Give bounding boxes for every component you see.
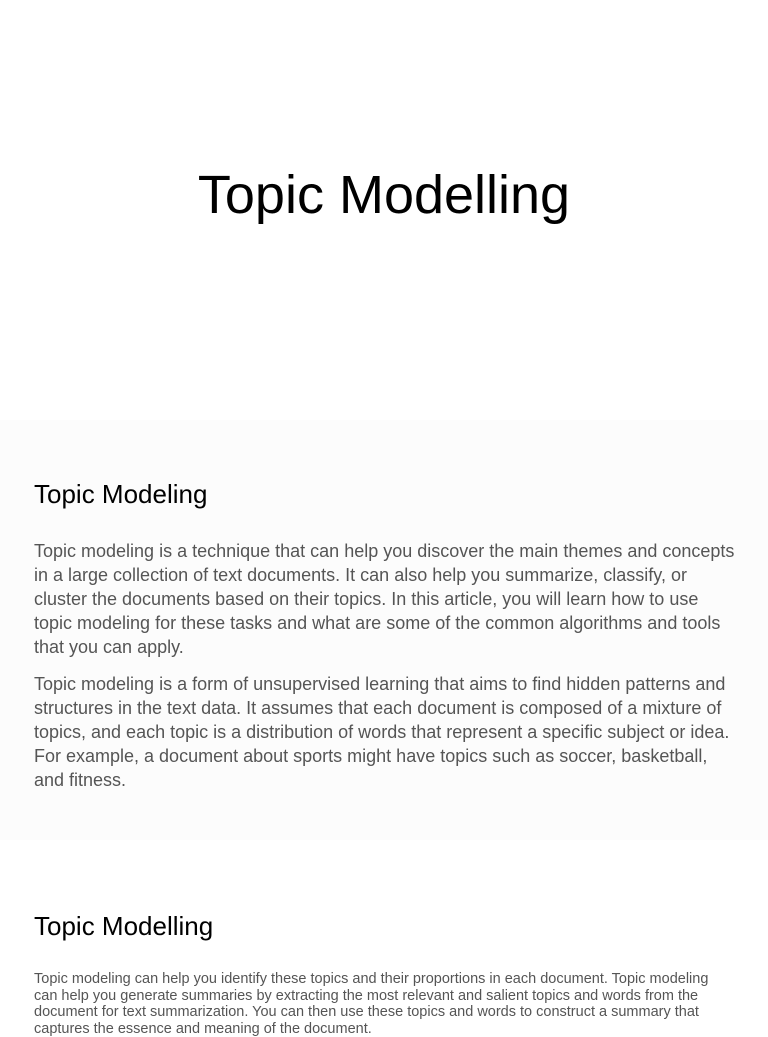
body-paragraph: Topic modeling is a form of unsupervised learning that aims to find hidden patterns and structures in the text data. It assumes that each document is composed of a mixture of topics, and each topic is a distribution of words that represent a specific subject or idea. For example, a document about sports might have topics such as soccer, basketball, and fitness. (34, 674, 730, 790)
slide-title: Topic Modelling (197, 165, 571, 225)
slide-heading: Topic Modeling (34, 479, 208, 509)
title-slide (0, 0, 768, 420)
content-slide-topic-modeling (0, 420, 768, 840)
body-paragraph: Topic modeling can help you identify these topics and their proportions in each document. Topic modeling can help you generate summaries by extracting the most relevant and salient topics and words from the document for text summarization. You can then use these topics and words to construct a summary that captures the essence and meaning of the document. (34, 971, 709, 1037)
body-paragraph: Topic modeling is a technique that can help you discover the main themes and concepts in a large collection of text documents. It can also help you summarize, classify, or cluster the documents based on their topics. In this article, you will learn how to use topic modeling for these tasks and what are some of the common algorithms and tools that you can apply. (34, 541, 735, 657)
content-slide-topic-modelling (0, 840, 768, 1037)
slide-heading: Topic Modelling (34, 911, 214, 941)
